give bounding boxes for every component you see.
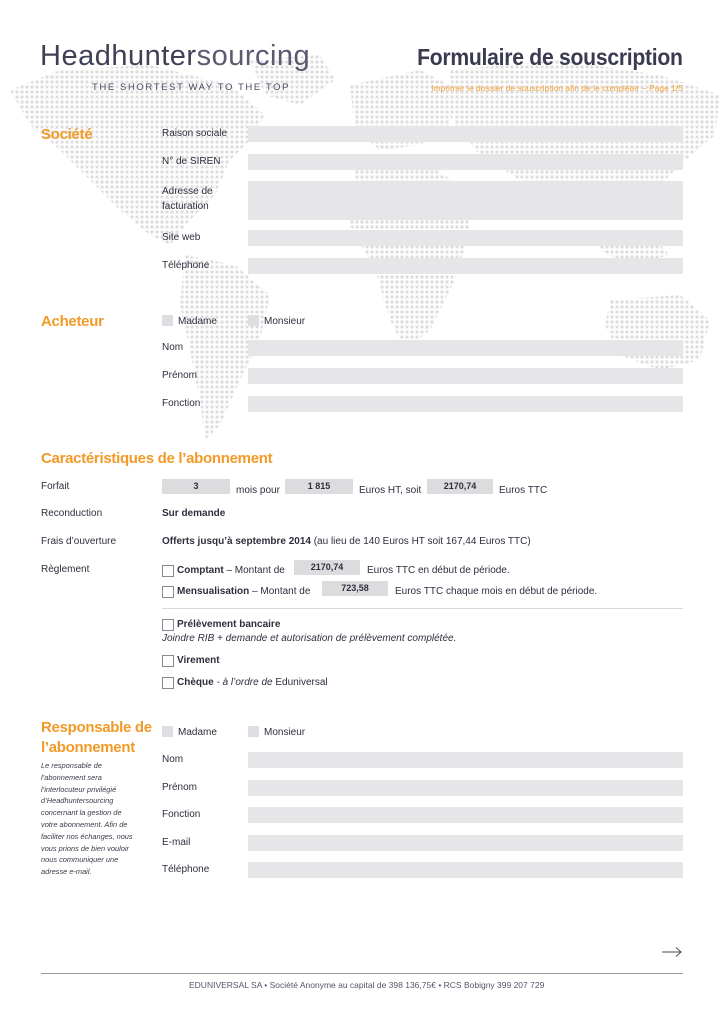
- site-web-field[interactable]: [248, 230, 683, 246]
- label-comptant-suffix: Euros TTC en début de période.: [367, 565, 510, 576]
- prix-ht-field[interactable]: 1 815: [285, 479, 353, 494]
- label-acheteur-monsieur: Monsieur: [264, 316, 306, 327]
- section-heading-abonnement: Caractéristiques de l’abonnement: [41, 450, 273, 467]
- reconduction-value: Sur demande: [162, 508, 226, 519]
- section-heading-acheteur: Acheteur: [41, 313, 104, 330]
- section-heading-responsable-line2: l’abonnement: [41, 739, 135, 756]
- responsable-nom-field[interactable]: [248, 752, 683, 768]
- forfait-mois-field[interactable]: 3: [162, 479, 230, 494]
- label-virement: Virement: [177, 655, 220, 666]
- label-mensualisation: Mensualisation: [177, 586, 250, 597]
- label-raison-sociale: Raison sociale: [162, 128, 228, 139]
- label-adresse-line2: facturation: [162, 201, 209, 212]
- note-line: vous prions de bien vouloir: [41, 843, 129, 853]
- label-responsable-prenom: Prénom: [162, 782, 198, 793]
- label-acheteur-madame: Madame: [178, 316, 217, 327]
- acheteur-prenom-field[interactable]: [248, 368, 683, 384]
- page-title: Formulaire de souscription: [417, 44, 683, 70]
- note-line: l’abonnement sera: [41, 772, 102, 782]
- note-line: Le responsable de: [41, 761, 102, 770]
- note-line: votre abonnement. Afin de: [41, 819, 128, 829]
- note-line: faciliter nos échanges, nous: [41, 831, 133, 841]
- label-acheteur-nom: Nom: [162, 342, 184, 353]
- comptant-checkbox[interactable]: [162, 565, 174, 577]
- section-heading-responsable-line1: Responsable de: [41, 719, 152, 736]
- footer-legal-text: EDUNIVERSAL SA • Société Anonyme au capital de 398 136,75€ • RCS Bobigny 399 207 729: [189, 980, 545, 990]
- mensualisation-checkbox[interactable]: [162, 586, 174, 598]
- label-forfait: Forfait: [41, 481, 70, 492]
- label-euros-ht-soit: Euros HT, soit: [359, 485, 422, 496]
- responsable-monsieur-checkbox[interactable]: [248, 726, 259, 737]
- responsable-email-field[interactable]: [248, 835, 683, 851]
- label-responsable-nom: Nom: [162, 754, 184, 765]
- note-line: d’Headhuntersourcing: [41, 796, 114, 806]
- frais-ouverture-offer: Offerts jusqu’à septembre 2014: [162, 536, 311, 547]
- prelevement-checkbox[interactable]: [162, 619, 174, 631]
- label-mensualisation-montant: – Montant de: [252, 586, 311, 597]
- acheteur-fonction-field[interactable]: [248, 396, 683, 412]
- telephone-field[interactable]: [248, 258, 683, 274]
- label-acheteur-prenom: Prénom: [162, 370, 198, 381]
- acheteur-madame-checkbox[interactable]: [162, 315, 173, 326]
- responsable-fonction-field[interactable]: [248, 807, 683, 823]
- responsable-prenom-field[interactable]: [248, 780, 683, 796]
- responsable-madame-checkbox[interactable]: [162, 726, 173, 737]
- label-frais-ouverture: Frais d’ouverture: [41, 536, 117, 547]
- label-responsable-email: E-mail: [162, 837, 191, 848]
- label-comptant: Comptant: [177, 565, 224, 576]
- comptant-montant-field[interactable]: 2170,74: [294, 560, 360, 575]
- acheteur-nom-field[interactable]: [248, 340, 683, 356]
- mensualisation-montant-field[interactable]: 723,58: [322, 581, 388, 596]
- responsable-note: [41, 760, 149, 878]
- cheque-beneficiary: Eduniversal: [275, 677, 328, 688]
- virement-checkbox[interactable]: [162, 655, 174, 667]
- note-line: l’interlocuteur privilégié: [41, 784, 117, 794]
- label-reglement: Règlement: [41, 564, 90, 575]
- note-line: adresse e-mail.: [41, 867, 92, 877]
- label-acheteur-fonction: Fonction: [162, 398, 201, 409]
- label-mensualisation-suffix: Euros TTC chaque mois en début de période.: [395, 586, 598, 597]
- brand-logo: [40, 40, 310, 73]
- siren-field[interactable]: [248, 154, 683, 170]
- adresse-facturation-field[interactable]: [248, 181, 683, 220]
- label-mois-pour: mois pour: [236, 485, 280, 496]
- brand-logo-part2: sourcing: [196, 40, 311, 72]
- raison-sociale-field[interactable]: [248, 126, 683, 142]
- arrow-right-icon[interactable]: [661, 946, 683, 958]
- brand-logo-part1: Headhunter: [40, 40, 197, 72]
- label-responsable-madame: Madame: [178, 727, 217, 738]
- label-telephone: Téléphone: [162, 260, 210, 271]
- note-line: concernant la gestion de: [41, 808, 122, 818]
- frais-ouverture-detail: (au lieu de 140 Euros HT soit 167,44 Euros TTC): [310, 536, 531, 547]
- prelevement-note: Joindre RIB + demande et autorisation de prélèvement complétée.: [162, 633, 457, 644]
- footer-rule: [41, 973, 683, 974]
- comptant-row: [177, 564, 285, 578]
- cheque-checkbox[interactable]: [162, 677, 174, 689]
- label-responsable-telephone: Téléphone: [162, 864, 210, 875]
- label-responsable-monsieur: Monsieur: [264, 727, 306, 738]
- mensualisation-row: [177, 585, 310, 599]
- label-adresse-line1: Adresse de: [162, 186, 213, 197]
- acheteur-monsieur-checkbox[interactable]: [248, 315, 259, 326]
- label-prelevement: Prélèvement bancaire: [177, 619, 281, 630]
- label-comptant-montant: – Montant de: [226, 565, 285, 576]
- label-site-web: Site web: [162, 232, 201, 243]
- tagline: THE SHORTEST WAY TO THE TOP: [92, 82, 291, 93]
- prix-ttc-field[interactable]: 2170,74: [427, 479, 493, 494]
- responsable-telephone-field[interactable]: [248, 862, 683, 878]
- frais-ouverture-value: [162, 535, 531, 549]
- cheque-note: - à l’ordre de: [213, 677, 276, 688]
- note-line: nous communiquer une: [41, 855, 119, 865]
- section-heading-societe: Société: [41, 126, 93, 143]
- label-siren: N° de SIREN: [162, 156, 221, 167]
- label-responsable-fonction: Fonction: [162, 809, 201, 820]
- label-cheque: Chèque: [177, 677, 214, 688]
- label-reconduction: Reconduction: [41, 508, 103, 519]
- label-euros-ttc: Euros TTC: [499, 485, 548, 496]
- page-subtitle: Imprimer le dossier de souscription afin de le compléter – Page 1/5: [431, 83, 683, 93]
- cheque-row: [177, 676, 328, 690]
- divider: [162, 608, 683, 609]
